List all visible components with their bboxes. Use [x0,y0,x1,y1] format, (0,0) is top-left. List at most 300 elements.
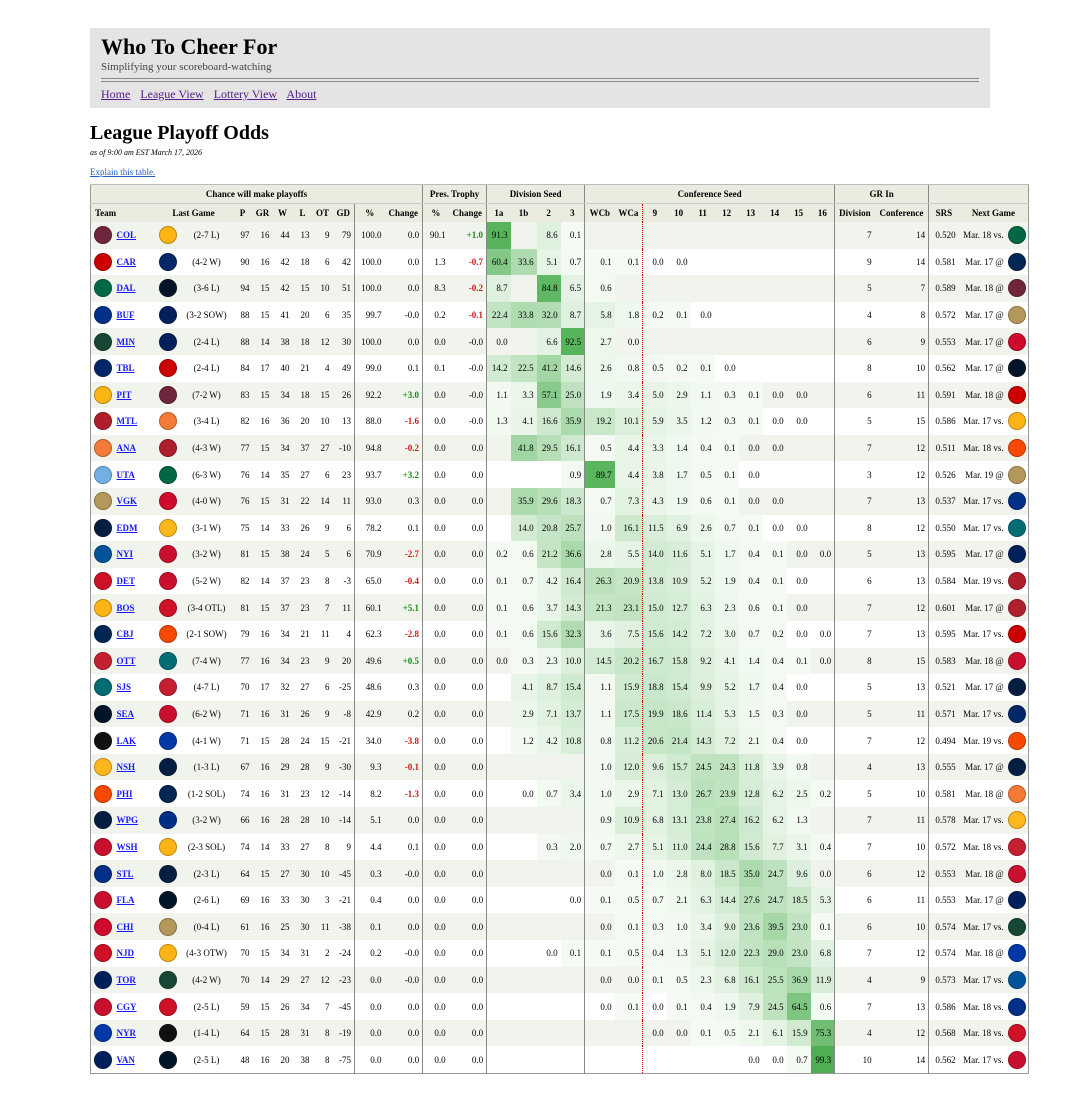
odds-c14: 0.4 [763,674,787,701]
team-link[interactable]: NSH [116,762,136,773]
last-opponent-logo-cell [155,913,181,940]
panthers-logo-icon [94,891,112,909]
col-goal-diff[interactable]: GD [333,204,355,223]
team-abbr-cell [115,648,155,675]
odds-c11: 3.4 [691,913,715,940]
last-opponent-logo-cell [155,594,181,621]
odds-div-2: 8.6 [537,222,561,249]
pres-trophy-pct: 0.0 [423,754,449,781]
odds-c16: 0.2 [811,780,835,807]
next-opponent-logo-cell [1007,967,1029,994]
odds-div-3: 25.7 [561,515,585,542]
playoff-pct: 100.0 [355,249,385,276]
team-abbr-cell [115,435,155,462]
team-row [91,967,1029,994]
odds-div-3: 36.6 [561,541,585,568]
srs-rating: 0.494 [929,727,959,754]
next-opponent-logo-cell [1007,993,1029,1020]
overtime-losses: 15 [313,727,333,754]
odds-c14 [763,249,787,276]
odds-wcb: 0.0 [585,860,615,887]
odds-c11: 0.5 [691,461,715,488]
team-abbr-cell [115,382,155,409]
odds-c9: 0.0 [643,1020,667,1047]
col-div-3[interactable]: 3 [561,204,585,223]
odds-div-3 [561,807,585,834]
odds-div-1a [487,727,511,754]
losses: 24 [293,727,313,754]
blue-jackets-logo-icon [94,625,112,643]
team-row [91,515,1029,542]
gr-division: 7 [835,727,875,754]
odds-c9: 0.5 [643,355,667,382]
next-opponent-logo-cell [1007,834,1029,861]
odds-div-3 [561,754,585,781]
odds-c16 [811,515,835,542]
odds-c10: 0.1 [667,302,691,329]
odds-div-3: 0.1 [561,222,585,249]
overtime-losses: 9 [313,701,333,728]
points: 71 [233,727,253,754]
odds-div-1a: 91.3 [487,222,511,249]
goal-differential: 79 [333,222,355,249]
odds-div-1a [487,701,511,728]
odds-wcb: 1.9 [585,382,615,409]
odds-c13: 0.1 [739,408,763,435]
games-remaining: 15 [253,382,273,409]
gr-conference: 12 [875,940,929,967]
col-games-remaining[interactable]: GR [253,204,273,223]
gr-conference: 10 [875,780,929,807]
games-remaining: 17 [253,674,273,701]
nav-about-link[interactable]: About [286,87,317,101]
odds-c16 [811,355,835,382]
odds-c16 [811,701,835,728]
team-link[interactable]: PIT [116,389,132,400]
team-link[interactable]: STL [116,868,134,879]
team-link[interactable]: CGY [116,1001,137,1012]
team-link[interactable]: MIN [116,336,135,347]
team-link[interactable]: EDM [116,522,138,533]
odds-div-2 [537,887,561,914]
col-team[interactable]: Team [91,204,155,223]
col-srs[interactable]: SRS [929,204,959,223]
games-remaining: 16 [253,913,273,940]
nav-lottery-view-link[interactable]: Lottery View [213,87,278,101]
odds-div-1a [487,940,511,967]
gr-conference: 13 [875,993,929,1020]
playoff-pct: 34.0 [355,727,385,754]
next-game-date: Mar. 19 @ [959,461,1007,488]
odds-c11: 5.1 [691,541,715,568]
odds-div-1a [487,887,511,914]
odds-c14: 6.2 [763,807,787,834]
col-wca[interactable]: WCa [615,204,643,223]
odds-wca: 10.1 [615,408,643,435]
col-seed-15[interactable]: 15 [787,204,811,223]
odds-c9: 3.8 [643,461,667,488]
col-playoff-change[interactable]: Change [385,204,423,223]
canucks-logo-icon [1008,891,1026,909]
odds-div-3: 16.4 [561,568,585,595]
odds-c11: 2.6 [691,515,715,542]
playoff-change: -1.3 [385,780,423,807]
odds-wcb: 5.8 [585,302,615,329]
gr-division: 6 [835,913,875,940]
team-link[interactable]: DAL [116,283,136,294]
odds-wca: 7.5 [615,621,643,648]
odds-c12: 1.9 [715,568,739,595]
team-link[interactable]: FLA [116,895,135,906]
games-remaining: 15 [253,594,273,621]
playoff-change: +5.1 [385,594,423,621]
team-row [91,249,1029,276]
wins: 38 [273,328,293,355]
kraken-logo-icon [159,279,177,297]
team-link[interactable]: COL [116,230,137,241]
odds-c14: 0.0 [763,408,787,435]
playoff-pct: 49.6 [355,648,385,675]
team-abbr-cell [115,515,155,542]
team-row [91,355,1029,382]
odds-c9 [643,222,667,249]
odds-wcb [585,222,615,249]
odds-c9: 5.9 [643,408,667,435]
odds-c10: 1.0 [667,913,691,940]
team-link[interactable]: VGK [116,496,138,507]
last-opponent-logo-cell [155,408,181,435]
games-remaining: 15 [253,1020,273,1047]
team-link[interactable]: ANA [116,443,136,454]
playoff-change: 0.0 [385,328,423,355]
odds-div-1a [487,967,511,994]
odds-c14: 0.1 [763,568,787,595]
points: 64 [233,860,253,887]
odds-c12: 0.0 [715,355,739,382]
odds-c9: 15.0 [643,594,667,621]
odds-div-1a [487,754,511,781]
odds-c12: 0.1 [715,461,739,488]
playoff-change: 0.0 [385,807,423,834]
playoff-pct: 93.0 [355,488,385,515]
kraken-logo-icon [159,891,177,909]
odds-c16 [811,461,835,488]
wins: 42 [273,275,293,302]
team-link[interactable]: LAK [116,735,137,746]
next-game-date: Mar. 18 vs. [959,993,1007,1020]
odds-div-1b: 4.1 [511,674,537,701]
team-row [91,940,1029,967]
odds-c11: 6.3 [691,594,715,621]
overtime-losses: 6 [313,461,333,488]
games-remaining: 15 [253,993,273,1020]
team-row [91,328,1029,355]
as-of-timestamp: as of 9:00 am EST March 17, 2026 [90,148,202,157]
next-opponent-logo-cell [1007,887,1029,914]
srs-rating: 0.581 [929,780,959,807]
odds-c12: 0.5 [715,1020,739,1047]
team-row [91,993,1029,1020]
playoff-change: 0.0 [385,887,423,914]
site-tagline: Simplifying your scoreboard-watching [101,61,272,73]
odds-c9: 0.1 [643,967,667,994]
overtime-losses: 7 [313,594,333,621]
gr-division: 3 [835,461,875,488]
panthers-logo-icon [1008,1051,1026,1069]
col-next-game[interactable]: Next Game [959,204,1029,223]
odds-c9: 16.7 [643,648,667,675]
odds-div-2: 4.2 [537,727,561,754]
goal-differential: -10 [333,435,355,462]
col-seed-12[interactable]: 12 [715,204,739,223]
col-div-1a[interactable]: 1a [487,204,511,223]
last-opponent-logo-cell [155,674,181,701]
odds-c14: 0.0 [763,488,787,515]
odds-wca: 1.8 [615,302,643,329]
col-gr-conference[interactable]: Conference [875,204,929,223]
odds-c16: 0.0 [811,541,835,568]
team-link[interactable]: WSH [116,841,138,852]
team-link[interactable]: OTT [116,655,136,666]
team-link[interactable]: PHI [116,788,133,799]
odds-c11: 2.3 [691,967,715,994]
goal-differential: 49 [333,355,355,382]
goal-differential: 11 [333,488,355,515]
team-link[interactable]: CAR [116,256,136,267]
losses: 20 [293,302,313,329]
gr-division: 8 [835,648,875,675]
points: 75 [233,515,253,542]
games-remaining: 16 [253,222,273,249]
pres-trophy-pct: 0.0 [423,621,449,648]
jets-logo-icon [1008,758,1026,776]
odds-div-1a: 0.0 [487,648,511,675]
gr-conference: 12 [875,1020,929,1047]
odds-div-3: 0.7 [561,249,585,276]
odds-div-3 [561,1046,585,1073]
last-opponent-logo-cell [155,754,181,781]
col-seed-9[interactable]: 9 [643,204,667,223]
last-opponent-logo-cell [155,461,181,488]
odds-div-2 [537,461,561,488]
pres-trophy-change: 0.0 [449,435,487,462]
col-seed-14[interactable]: 14 [763,204,787,223]
team-abbr-cell [115,568,155,595]
team-link[interactable]: UTA [116,469,135,480]
odds-c14: 24.7 [763,887,787,914]
losses: 38 [293,1046,313,1073]
last-opponent-logo-cell [155,727,181,754]
bruins-logo-icon [159,838,177,856]
playoff-change: 0.0 [385,993,423,1020]
next-opponent-logo-cell [1007,222,1029,249]
col-seed-11[interactable]: 11 [691,204,715,223]
gr-conference: 15 [875,408,929,435]
team-link[interactable]: BUF [116,310,135,321]
playoff-change: 0.3 [385,674,423,701]
odds-wca: 7.3 [615,488,643,515]
blackhawks-logo-icon [159,492,177,510]
pres-trophy-pct: 0.0 [423,1046,449,1073]
odds-div-3: 16.1 [561,435,585,462]
pres-trophy-pct: 0.0 [423,594,449,621]
team-link[interactable]: WPG [116,815,138,826]
team-link[interactable]: SJS [116,682,132,693]
odds-c11: 24.5 [691,754,715,781]
col-seed-16[interactable]: 16 [811,204,835,223]
team-logo-cell [91,568,115,595]
odds-div-1b: 22.5 [511,355,537,382]
pres-trophy-change: -0.0 [449,408,487,435]
team-logo-cell [91,913,115,940]
ducks-logo-icon [94,439,112,457]
odds-table-body [91,222,1029,1074]
odds-c10: 1.9 [667,488,691,515]
srs-rating: 0.586 [929,408,959,435]
overtime-losses: 5 [313,541,333,568]
losses: 27 [293,834,313,861]
odds-c11: 5.2 [691,568,715,595]
odds-wca: 20.2 [615,648,643,675]
next-opponent-logo-cell [1007,382,1029,409]
team-logo-cell [91,754,115,781]
col-div-2[interactable]: 2 [537,204,561,223]
rangers-logo-icon [94,1024,112,1042]
col-overtime[interactable]: OT [313,204,333,223]
odds-c10: 11.6 [667,541,691,568]
team-logo-cell [91,701,115,728]
team-link[interactable]: NYR [116,1028,136,1039]
playoff-pct: 78.2 [355,515,385,542]
canadiens-logo-icon [1008,572,1026,590]
wins: 34 [273,648,293,675]
odds-c10 [667,275,691,302]
odds-c13: 22.3 [739,940,763,967]
team-abbr-cell [115,541,155,568]
odds-c13: 0.0 [739,435,763,462]
next-opponent-logo-cell [1007,408,1029,435]
odds-c13: 0.4 [739,541,763,568]
pres-trophy-change: +1.0 [449,222,487,249]
col-seed-10[interactable]: 10 [667,204,691,223]
col-last-game[interactable]: Last Game [155,204,233,223]
odds-c9: 6.8 [643,807,667,834]
team-link[interactable]: CBJ [116,629,134,640]
col-playoff-pct[interactable]: % [355,204,385,223]
team-link[interactable]: SEA [116,708,135,719]
odds-c16: 75.3 [811,1020,835,1047]
goal-differential: 23 [333,461,355,488]
wins: 33 [273,887,293,914]
overtime-losses: 11 [313,913,333,940]
nav-home-link[interactable]: Home [101,87,131,101]
odds-c15: 36.9 [787,967,811,994]
col-points[interactable]: P [233,204,253,223]
playoff-change: -2.7 [385,541,423,568]
stars-logo-icon [1008,226,1026,244]
odds-div-2 [537,807,561,834]
wins: 34 [273,621,293,648]
col-gr-division[interactable]: Division [835,204,875,223]
canadiens-logo-icon [94,412,112,430]
next-opponent-logo-cell [1007,780,1029,807]
points: 61 [233,913,253,940]
odds-div-1a: 8.7 [487,275,511,302]
games-remaining: 14 [253,461,273,488]
next-game-date: Mar. 17 vs. [959,621,1007,648]
overtime-losses: 12 [313,780,333,807]
nav-league-view-link[interactable]: League View [140,87,204,101]
next-game-date: Mar. 18 vs. [959,222,1007,249]
goal-differential: 20 [333,648,355,675]
wins: 38 [273,541,293,568]
col-pres-change[interactable]: Change [449,204,487,223]
wins: 28 [273,727,293,754]
odds-div-1b [511,328,537,355]
team-link[interactable]: BOS [116,602,135,613]
col-div-1b[interactable]: 1b [511,204,537,223]
losses: 28 [293,807,313,834]
pres-trophy-change: 0.0 [449,621,487,648]
odds-c12: 9.0 [715,913,739,940]
odds-div-3: 14.3 [561,594,585,621]
team-link[interactable]: VAN [116,1054,135,1065]
odds-c10: 11.0 [667,834,691,861]
playoff-change: 0.0 [385,913,423,940]
pres-trophy-change: 0.0 [449,515,487,542]
predators-logo-icon [159,519,177,537]
odds-wca: 11.2 [615,727,643,754]
odds-div-1b: 0.6 [511,541,537,568]
playoff-change: 0.3 [385,488,423,515]
team-link[interactable]: MTL [116,416,138,427]
gr-conference: 7 [875,275,929,302]
losses: 30 [293,860,313,887]
games-remaining: 15 [253,435,273,462]
maple-leafs-logo-icon [94,971,112,989]
odds-c12: 24.3 [715,754,739,781]
team-abbr-cell [115,222,155,249]
team-link[interactable]: NJD [116,948,134,959]
penguins-logo-icon [94,386,112,404]
team-link[interactable]: NYI [116,549,134,560]
team-link[interactable]: DET [116,576,136,587]
last-opponent-logo-cell [155,275,181,302]
team-logo-cell [91,435,115,462]
col-wcb[interactable]: WCb [585,204,615,223]
col-wins[interactable]: W [273,204,293,223]
sabres-logo-icon [94,306,112,324]
team-logo-cell [91,860,115,887]
team-link[interactable]: TOR [116,974,136,985]
odds-div-3: 14.6 [561,355,585,382]
team-link[interactable]: TBL [116,363,135,374]
next-opponent-logo-cell [1007,355,1029,382]
col-pres-pct[interactable]: % [423,204,449,223]
col-losses[interactable]: L [293,204,313,223]
explain-table-link[interactable]: Explain this table. [90,167,156,177]
wins: 33 [273,515,293,542]
team-abbr-cell [115,355,155,382]
wild-logo-icon [159,971,177,989]
col-seed-13[interactable]: 13 [739,204,763,223]
team-link[interactable]: CHI [116,921,134,932]
odds-wcb: 89.7 [585,461,615,488]
next-game-date: Mar. 18 @ [959,648,1007,675]
team-abbr-cell [115,621,155,648]
team-row [91,621,1029,648]
odds-wcb: 0.1 [585,249,615,276]
